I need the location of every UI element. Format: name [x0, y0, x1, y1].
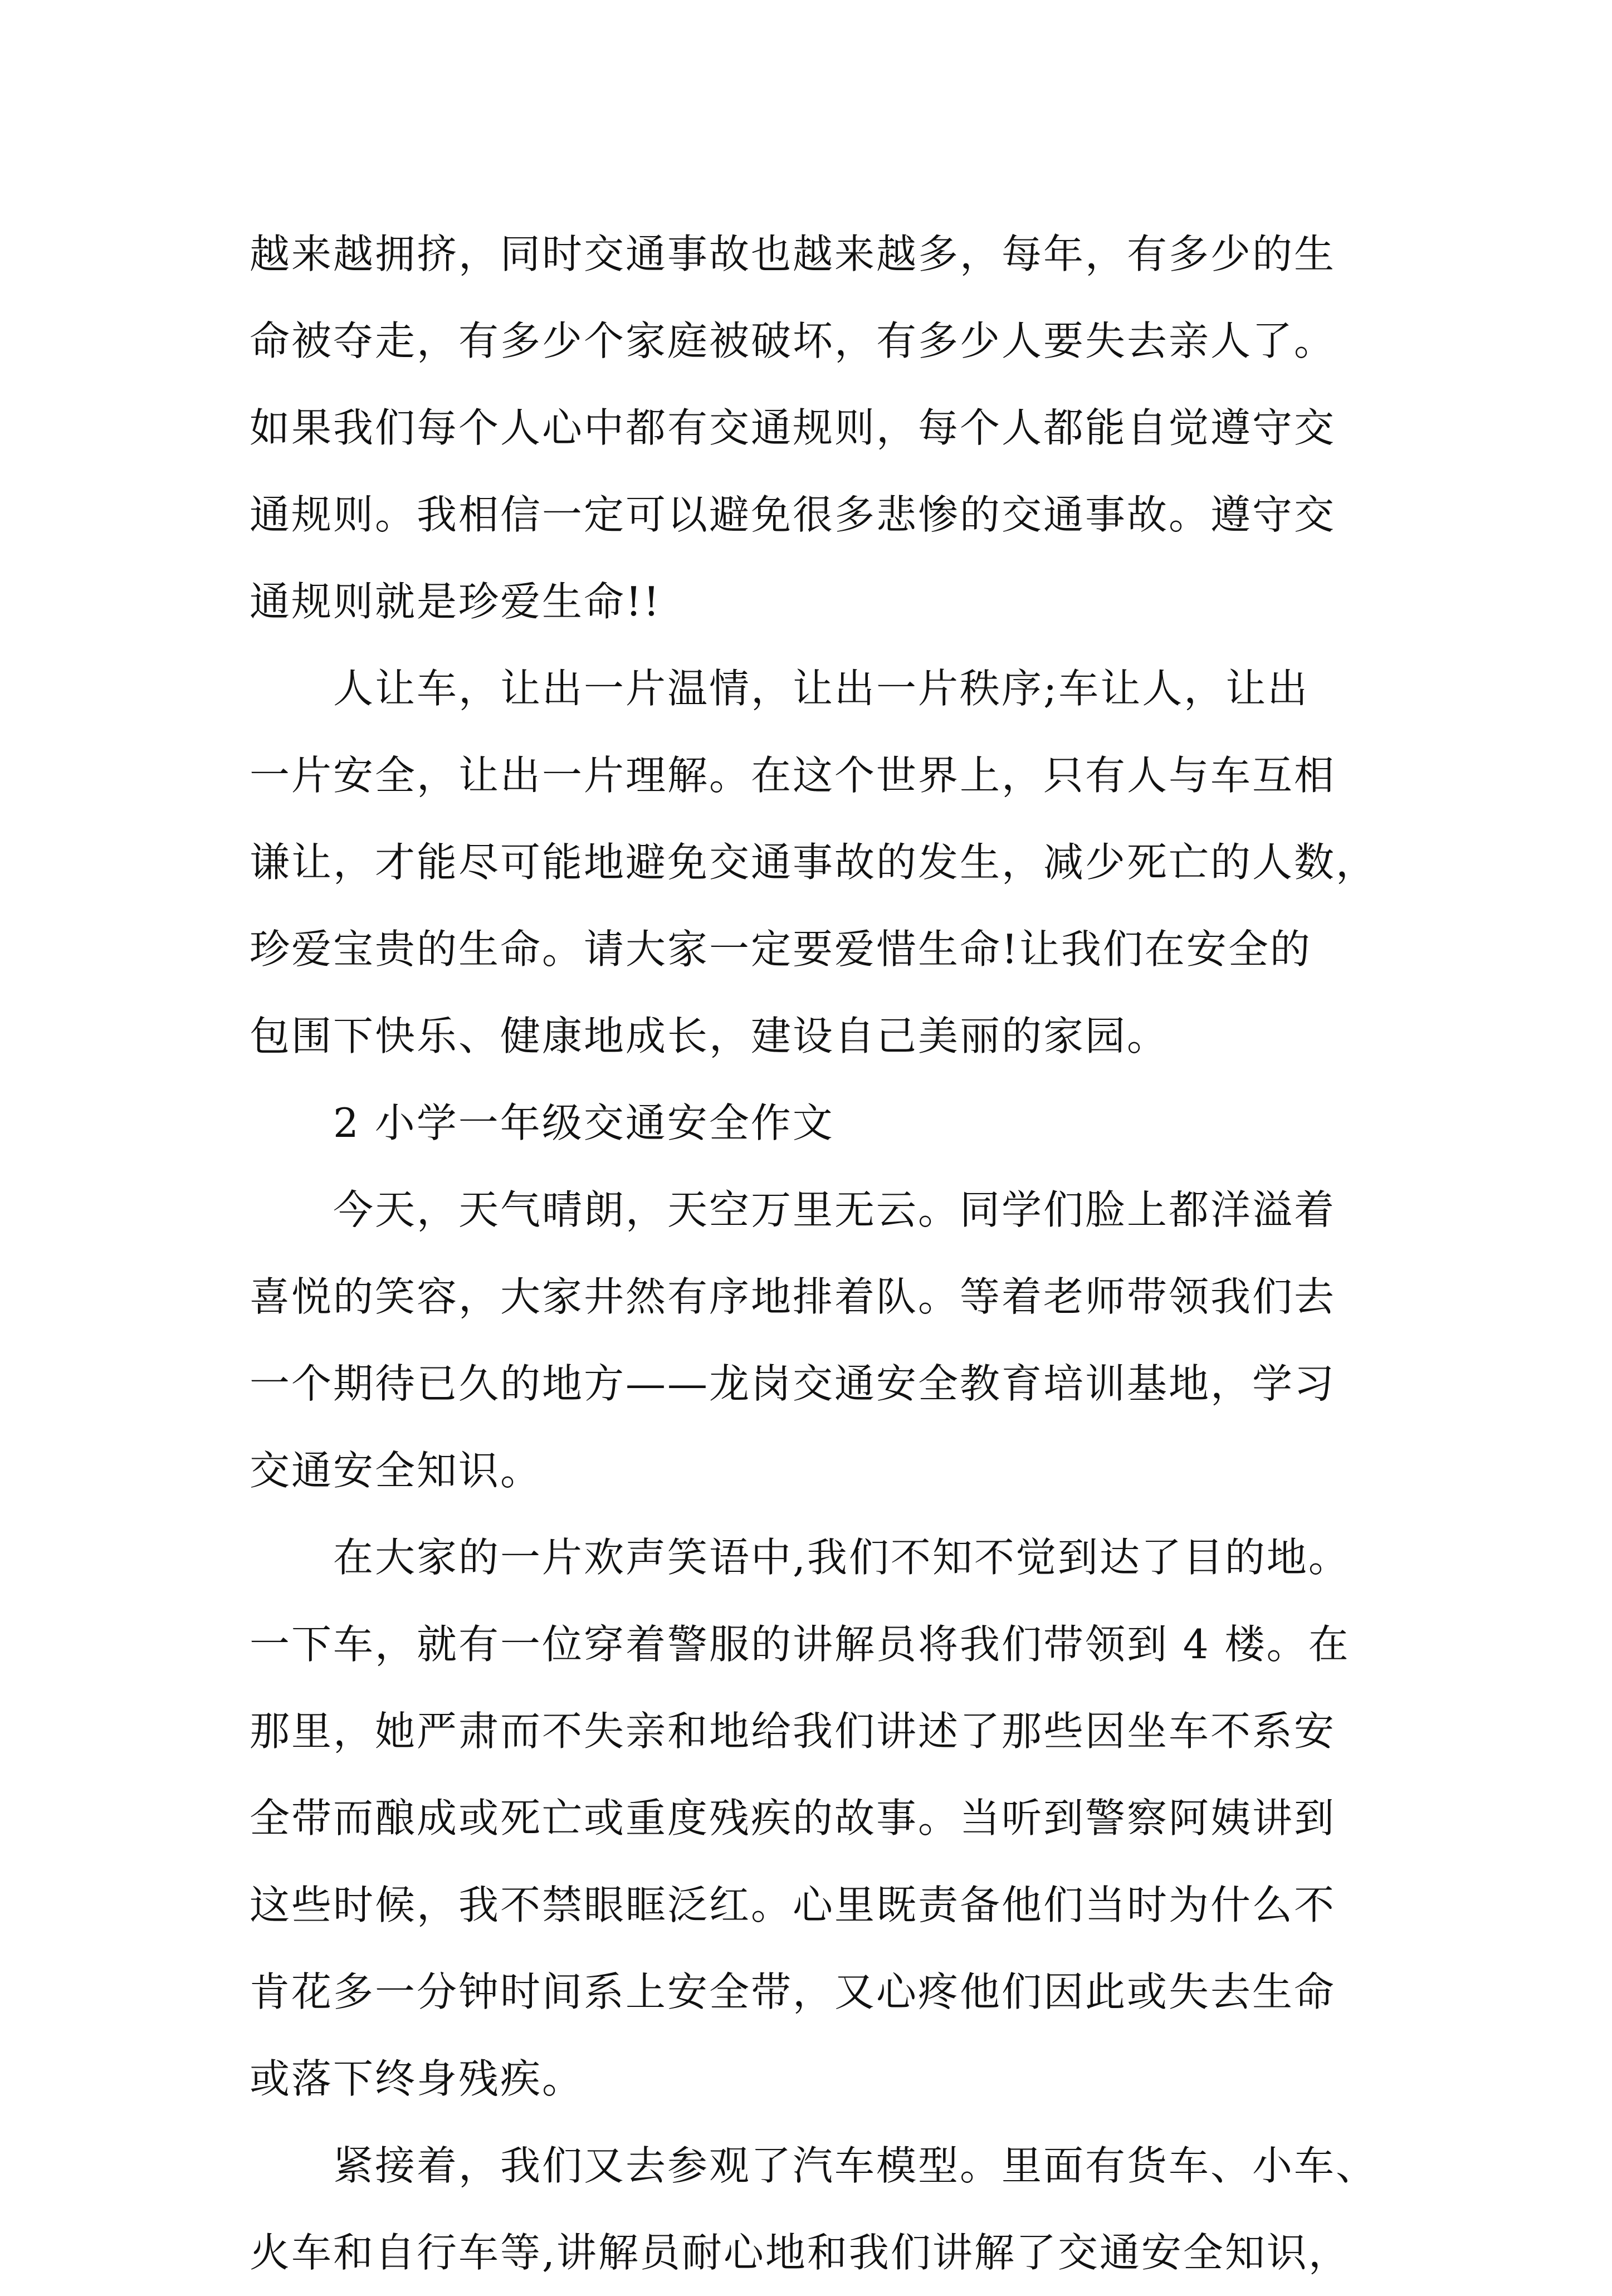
text-line: 珍爱宝贵的生命。请大家一定要爱惜生命!让我们在安全的	[250, 926, 1312, 973]
text-line: 越来越拥挤，同时交通事故也越来越多，每年，有多少的生	[250, 231, 1336, 277]
text-line: 如果我们每个人心中都有交通规则，每个人都能自觉遵守交	[250, 404, 1336, 451]
text-line: 喜悦的笑容，大家井然有序地排着队。等着老师带领我们去	[250, 1273, 1336, 1320]
text-line: 通规则。我相信一定可以避免很多悲惨的交通事故。遵守交	[250, 491, 1336, 538]
text-line: 一个期待已久的地方——龙岗交通安全教育培训基地，学习	[250, 1360, 1336, 1407]
text-line: 这些时候，我不禁眼眶泛红。心里既责备他们当时为什么不	[250, 1882, 1336, 1928]
paragraph-start-line: 在大家的一片欢声笑语中,我们不知不觉到达了目的地。	[333, 1534, 1350, 1581]
section-heading: 2 小学一年级交通安全作文	[333, 1100, 834, 1146]
text-line: 命被夺走，有多少个家庭被破坏，有多少人要失去亲人了。	[250, 317, 1336, 364]
text-line: 交通安全知识。	[250, 1447, 543, 1494]
text-line: 一下车，就有一位穿着警服的讲解员将我们带领到 4 楼。在	[250, 1621, 1350, 1668]
text-line: 通规则就是珍爱生命!!	[250, 578, 661, 625]
paragraph-start-line: 今天，天气晴朗，天空万里无云。同学们脸上都洋溢着	[333, 1186, 1336, 1233]
text-line: 火车和自行车等,讲解员耐心地和我们讲解了交通安全知识，	[250, 2229, 1350, 2276]
text-line: 全带而酿成或死亡或重度残疾的故事。当听到警察阿姨讲到	[250, 1795, 1336, 1841]
text-line: 肯花多一分钟时间系上安全带，又心疼他们因此或失去生命	[250, 1968, 1336, 2015]
paragraph-start-line: 紧接着，我们又去参观了汽车模型。里面有货车、小车、	[333, 2142, 1378, 2189]
essay-body	[250, 211, 1380, 2296]
text-line: 或落下终身残疾。	[250, 2055, 584, 2102]
paragraph-start-line: 人让车，让出一片温情，让出一片秩序;车让人，让出	[333, 665, 1310, 712]
text-line: 一片安全，让出一片理解。在这个世界上，只有人与车互相	[250, 752, 1336, 799]
text-line: 包围下快乐、健康地成长，建设自己美丽的家园。	[250, 1013, 1169, 1059]
text-line: 那里，她严肃而不失亲和地给我们讲述了那些因坐车不系安	[250, 1708, 1336, 1755]
text-line: 谦让，才能尽可能地避免交通事故的发生，减少死亡的人数，	[250, 839, 1378, 886]
